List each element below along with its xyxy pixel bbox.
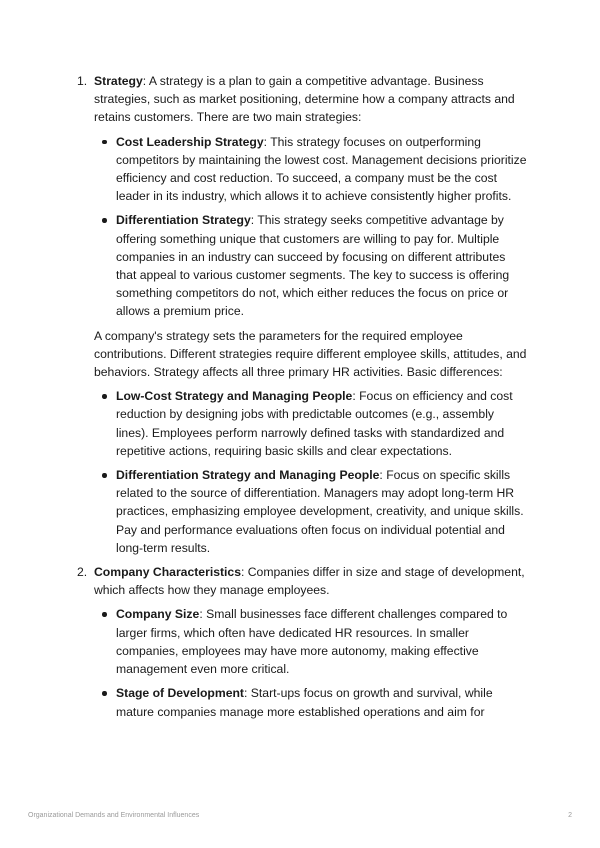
page-number: 2	[568, 812, 572, 819]
bullet-text: : Focus on specific skills related to the source of differentiation. Managers may adopt long-term HR practices, emphasizing employee development, creativity, and unique skills. Pay and performance evaluations often focus on individual potential and long-term results.	[116, 468, 524, 555]
bullet-title: Stage of Development	[116, 686, 244, 701]
list-item-company-characteristics	[77, 563, 529, 721]
item-number: 2.	[77, 565, 88, 580]
bullet-icon	[102, 140, 107, 145]
bullet-text: : Start-ups focus on growth and survival, while mature companies manage more established operations and aim for	[116, 686, 493, 719]
bullet-text: : Small businesses face different challenges compared to larger firms, which often have dedicated HR resources. In smaller companies, employees may have more autonomy, making effective management even more critical.	[116, 607, 508, 677]
bullet-item	[94, 133, 529, 206]
page-footer	[28, 812, 572, 819]
bullet-item	[94, 387, 529, 460]
page-content	[77, 72, 529, 727]
list-item-strategy	[77, 72, 529, 557]
numbered-list	[77, 72, 529, 721]
bullet-item	[94, 211, 529, 320]
bullet-list	[94, 605, 529, 720]
bullet-title: Low-Cost Strategy and Managing People	[116, 389, 353, 404]
bullet-text: : This strategy seeks competitive advantage by offering something unique that customers are willing to pay for. Multiple companies in an industry can succeed by focusing on different attributes that appeal to various customer segments. The key to success is offering something competitors do not, which either reduces the focus on price or allows a premium price.	[116, 213, 510, 319]
section-text: : A strategy is a plan to gain a competitive advantage. Business strategies, such as market positioning, determine how a company attracts and retains customers. There are two main strategies:	[94, 74, 515, 125]
bullet-title: Company Size	[116, 607, 200, 622]
bullet-item	[94, 684, 529, 720]
bullet-icon	[102, 394, 107, 399]
bullet-title: Differentiation Strategy and Managing People	[116, 468, 380, 483]
bullet-icon	[102, 218, 107, 223]
bullet-item	[94, 466, 529, 557]
bullet-icon	[102, 612, 107, 617]
bullet-text: : This strategy focuses on outperforming competitors by maintaining the lowest cost. Management decisions prioritize efficiency and cost reduction. To succeed, a company must be the cost leader in its industry, which allows it to achieve consistently higher profits.	[116, 134, 527, 204]
bullet-list	[94, 133, 529, 321]
bullet-list	[94, 387, 529, 557]
item-number: 1.	[77, 74, 88, 88]
bullet-title: Cost Leadership Strategy	[116, 134, 264, 149]
bullet-icon	[102, 473, 107, 478]
bullet-title: Differentiation Strategy	[116, 213, 251, 228]
section-intro	[94, 74, 515, 124]
bullet-text: : Focus on efficiency and cost reduction by designing jobs with predictable outcomes (e.g., assembly lines). Employees perform narrowly defined tasks with standardized and repetitive actions, requiring basic skills and clear expectations.	[116, 389, 513, 458]
section-intro	[94, 565, 525, 597]
bullet-item	[94, 605, 529, 678]
paragraph: A company's strategy sets the parameters for the required employee contributions. Different strategies require different employee skills, attitudes, and behaviors. Strategy affects all three primary HR activities. Basic differences:	[94, 328, 527, 380]
bullet-icon	[102, 691, 107, 696]
section-title: Strategy	[94, 74, 143, 88]
section-text: : Companies differ in size and stage of development, which affects how they manage employees.	[94, 565, 525, 598]
footer-title: Organizational Demands and Environmental Influences	[28, 812, 200, 819]
section-title: Company Characteristics	[94, 565, 241, 580]
